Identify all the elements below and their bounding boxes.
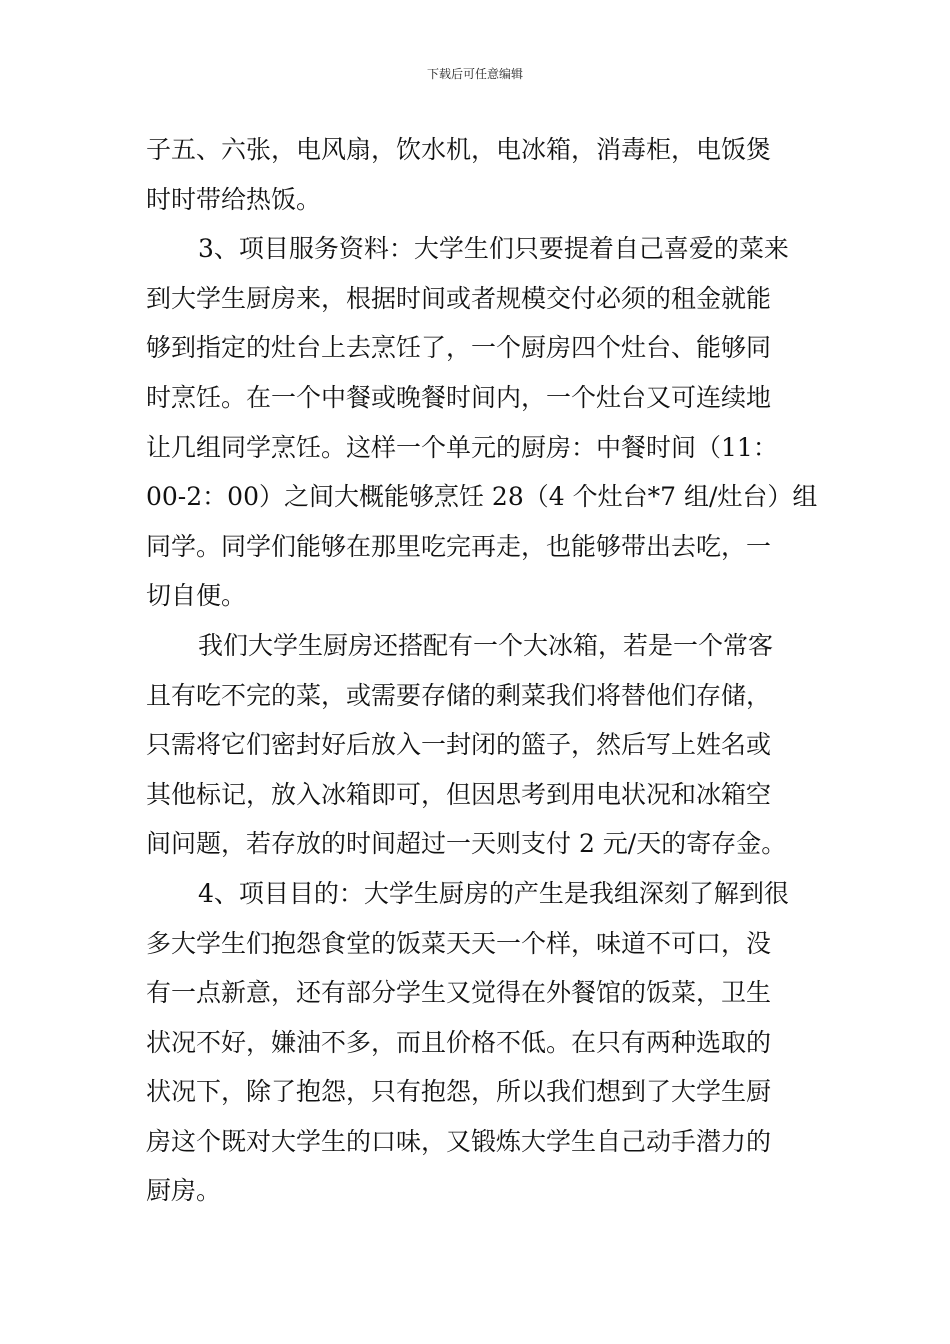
- text-line: 让几组同学烹饪。这样一个单元的厨房：中餐时间（11：: [146, 432, 778, 462]
- text-line: 间问题，若存放的时间超过一天则支付 2 元/天的寄存金。: [146, 829, 787, 859]
- text-line: 且有吃不完的菜，或需要存储的剩菜我们将替他们存储，: [146, 680, 772, 710]
- text-line: 状况下，除了抱怨，只有抱怨，所以我们想到了大学生厨: [146, 1077, 772, 1107]
- body-text: [146, 125, 818, 1216]
- text-line: 4、项目目的：大学生厨房的产生是我组深刻了解到很: [198, 878, 789, 908]
- text-line: 3、项目服务资料：大学生们只要提着自己喜爱的菜来: [198, 234, 789, 264]
- text-line: 我们大学生厨房还搭配有一个大冰箱，若是一个常客: [198, 630, 774, 660]
- text-line: 房这个既对大学生的口味，又锻炼大学生自己动手潜力的: [146, 1126, 772, 1156]
- page-header: 下载后可任意编辑: [426, 67, 523, 81]
- text-line: 有一点新意，还有部分学生又觉得在外餐馆的饭菜，卫生: [146, 978, 772, 1008]
- text-line: 切自便。: [146, 581, 247, 611]
- text-line: 状况不好，嫌油不多，而且价格不低。在只有两种选取的: [146, 1027, 772, 1057]
- text-line: 子五、六张，电风扇，饮水机，电冰箱，消毒柜，电饭煲: [146, 135, 772, 164]
- text-line: 够到指定的灶台上去烹饪了，一个厨房四个灶台、能够同: [146, 333, 772, 363]
- text-line: 时时带给热饭。: [146, 184, 322, 214]
- text-line: 00-2：00）之间大概能够烹饪 28（4 个灶台*7 组/灶台）组: [146, 482, 818, 512]
- text-line: 多大学生们抱怨食堂的饭菜天天一个样，味道不可口，没: [146, 928, 772, 958]
- text-line: 只需将它们密封好后放入一封闭的篮子，然后写上姓名或: [146, 730, 772, 760]
- text-line: 厨房。: [146, 1176, 222, 1206]
- text-line: 其他标记，放入冰箱即可，但因思考到用电状况和冰箱空: [146, 779, 772, 809]
- text-line: 同学。同学们能够在那里吃完再走，也能够带出去吃，一: [146, 531, 772, 561]
- text-line: 到大学生厨房来，根据时间或者规模交付必须的租金就能: [146, 283, 772, 313]
- text-line: 时烹饪。在一个中餐或晚餐时间内，一个灶台又可连续地: [146, 382, 772, 412]
